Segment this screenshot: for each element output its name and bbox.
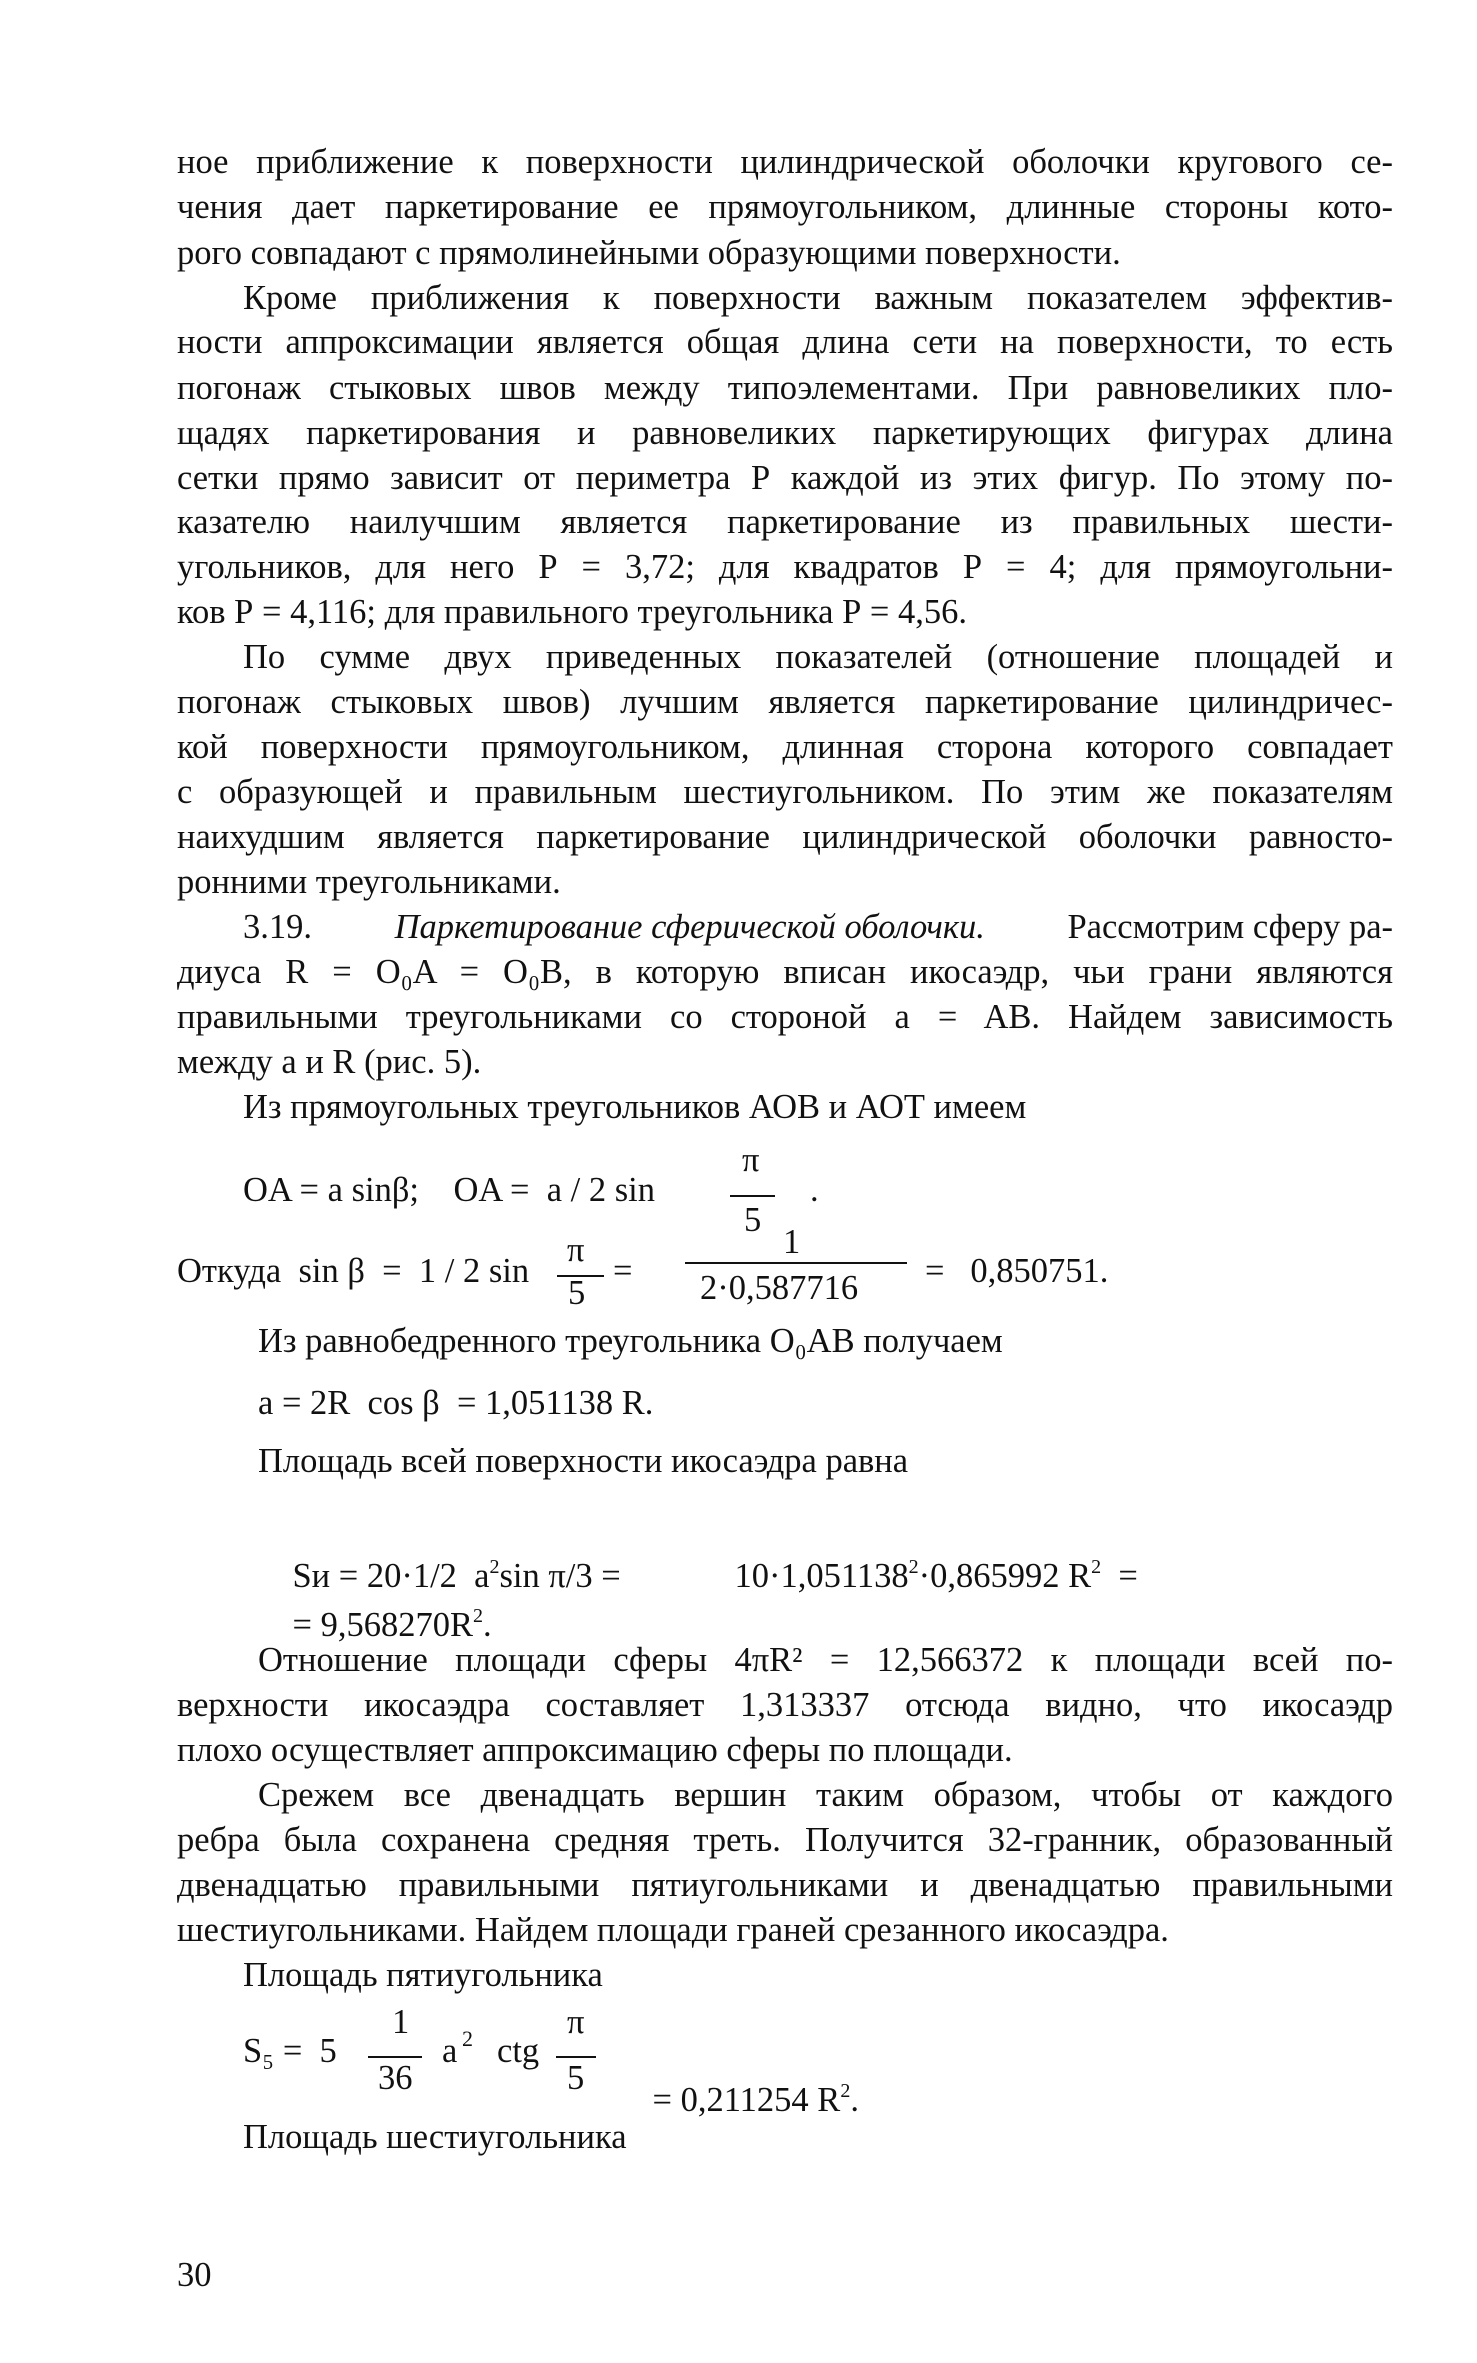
section-lead: Рассмотрим сферу ра- — [1067, 908, 1393, 946]
body-text-line: ности аппроксимации является общая длина сети на поверхности, то есть — [177, 323, 1393, 361]
formula-part: = 0,211254 R — [652, 2081, 841, 2119]
section-title: Паркетирование сферической оболочки. — [394, 908, 985, 946]
formula-s5: S₅ = 5 — [243, 2032, 337, 2070]
formula-part: = 9,568270R — [292, 1606, 473, 1644]
body-text-line: сетки прямо зависит от периметра Р каждой из этих фигур. По этому по- — [177, 459, 1393, 497]
formula-superscript: 2 — [1091, 1556, 1102, 1578]
formula-superscript: 2 — [462, 2026, 473, 2051]
body-text-line: Площадь всей поверхности икосаэдра равна — [258, 1442, 909, 1480]
formula-superscript: 2 — [472, 1605, 483, 1627]
formula-pi: π — [567, 1231, 585, 1269]
formula-part: sin π/3 = — [499, 1557, 621, 1595]
body-text-line: верхности икосаэдра составляет 1,313337 отсюда видно, что икосаэдр — [177, 1686, 1393, 1724]
formula-oa: OA = a sinβ; OA = a / 2 sin — [243, 1171, 656, 1209]
section-heading-line — [243, 907, 1393, 947]
formula-pi: π — [567, 2003, 585, 2041]
formula-denominator: 5 — [568, 1274, 586, 1312]
body-text-line: По сумме двух приведенных показателей (отношение площадей и — [243, 638, 1393, 676]
body-text-line: рого совпадают с прямолинейными образующими поверхности. — [177, 234, 1121, 272]
formula-superscript: 2 — [489, 1556, 500, 1578]
formula-part: = — [1118, 1557, 1138, 1595]
body-text-line: погонаж стыковых швов) лучшим является паркетирование цилиндричес- — [177, 683, 1393, 721]
body-text-line: Площадь пятиугольника — [243, 1956, 603, 1994]
formula-denominator: 5 — [744, 1201, 762, 1239]
formula-part: Sи = 20·1/2 a — [292, 1557, 490, 1595]
formula-equals: = — [613, 1252, 633, 1290]
body-text-line: кой поверхности прямоугольником, длинная сторона которого совпадает — [177, 728, 1393, 766]
body-text-line: шестиугольниками. Найдем площади граней срезанного икосаэдра. — [177, 1911, 1169, 1949]
body-text-line: наихудшим является паркетирование цилиндрической оболочки равносто- — [177, 818, 1393, 856]
formula-part: 10·1,051138 — [734, 1557, 909, 1595]
fraction-bar — [685, 1262, 907, 1264]
page-number: 30 — [177, 2256, 212, 2294]
formula-superscript: 2 — [908, 1556, 919, 1578]
formula-part: . — [850, 2081, 859, 2119]
body-text-line: погонаж стыковых швов между типоэлементами. При равновеликих пло- — [177, 369, 1393, 407]
formula-pi: π — [742, 1141, 760, 1179]
body-text-line: плохо осуществляет аппроксимацию сферы по площади. — [177, 1731, 1013, 1769]
body-text-line: с образующей и правильным шестиугольником. По этим же показателям — [177, 773, 1393, 811]
formula-part: ·0,865992 R — [918, 1557, 1092, 1595]
formula-denominator: 2·0,587716 — [700, 1269, 859, 1307]
body-text-line: правильными треугольниками со стороной a = AB. Найдем зависимость — [177, 998, 1393, 1036]
body-text-line: ребра была сохранена средняя треть. Получится 32-гранник, образованный — [177, 1821, 1393, 1859]
fraction-bar — [730, 1195, 775, 1197]
body-text-line: Кроме приближения к поверхности важным показателем эффектив- — [243, 279, 1393, 317]
body-text-line: щадях паркетирования и равновеликих паркетирующих фигурах длина — [177, 414, 1393, 452]
body-text-line: диуса R = O₀A = O₀B, в которую вписан икосаэдр, чьи грани являются — [177, 953, 1393, 991]
formula-a: a = 2R cos β = 1,051138 R. — [258, 1384, 654, 1422]
formula-part: ctg — [497, 2032, 540, 2070]
body-text-line: Из прямоугольных треугольников АОВ и АОТ имеем — [243, 1088, 1027, 1126]
body-text-line: угольников, для него Р = 3,72; для квадратов Р = 4; для прямоугольни- — [177, 548, 1393, 586]
formula-result: = 0,850751. — [925, 1252, 1109, 1290]
formula-superscript: 2 — [840, 2080, 851, 2102]
body-text-line: Отношение площади сферы 4πR² = 12,566372 к площади всей по- — [258, 1641, 1393, 1679]
formula-denominator: 5 — [567, 2059, 585, 2097]
body-text-line: ронними треугольниками. — [177, 863, 561, 901]
formula-part: . — [482, 1606, 492, 1644]
formula-sin-beta: Откуда sin β = 1 / 2 sin — [177, 1252, 530, 1290]
body-text-line: Срежем все двенадцать вершин таким образом, чтобы от каждого — [258, 1776, 1393, 1814]
section-number: 3.19. — [243, 908, 312, 946]
body-text-line: казателю наилучшим является паркетирование из правильных шести- — [177, 503, 1393, 541]
formula-part: a — [442, 2032, 458, 2070]
body-text-line: ков Р = 4,116; для правильного треугольника Р = 4,56. — [177, 593, 967, 631]
body-text-line: Площадь шестиугольника — [243, 2118, 627, 2156]
body-text-line: двенадцатью правильными пятиугольниками и двенадцатью правильными — [177, 1866, 1393, 1904]
formula-dot: . — [810, 1171, 819, 1209]
body-text-line: чения дает паркетирование ее прямоугольником, длинные стороны кото- — [177, 188, 1393, 226]
formula-denominator: 36 — [378, 2059, 413, 2097]
formula-numerator: 1 — [392, 2003, 410, 2041]
formula-numerator: 1 — [783, 1223, 801, 1261]
formula-area-value — [700, 1507, 1138, 1636]
body-text-line: ное приближение к поверхности цилиндрической оболочки кругового се- — [177, 143, 1393, 181]
formula-result — [618, 2031, 859, 2160]
body-text-line: между a и R (рис. 5). — [177, 1043, 482, 1081]
body-text-line: Из равнобедренного треугольника O₀AB получаем — [258, 1322, 1003, 1360]
